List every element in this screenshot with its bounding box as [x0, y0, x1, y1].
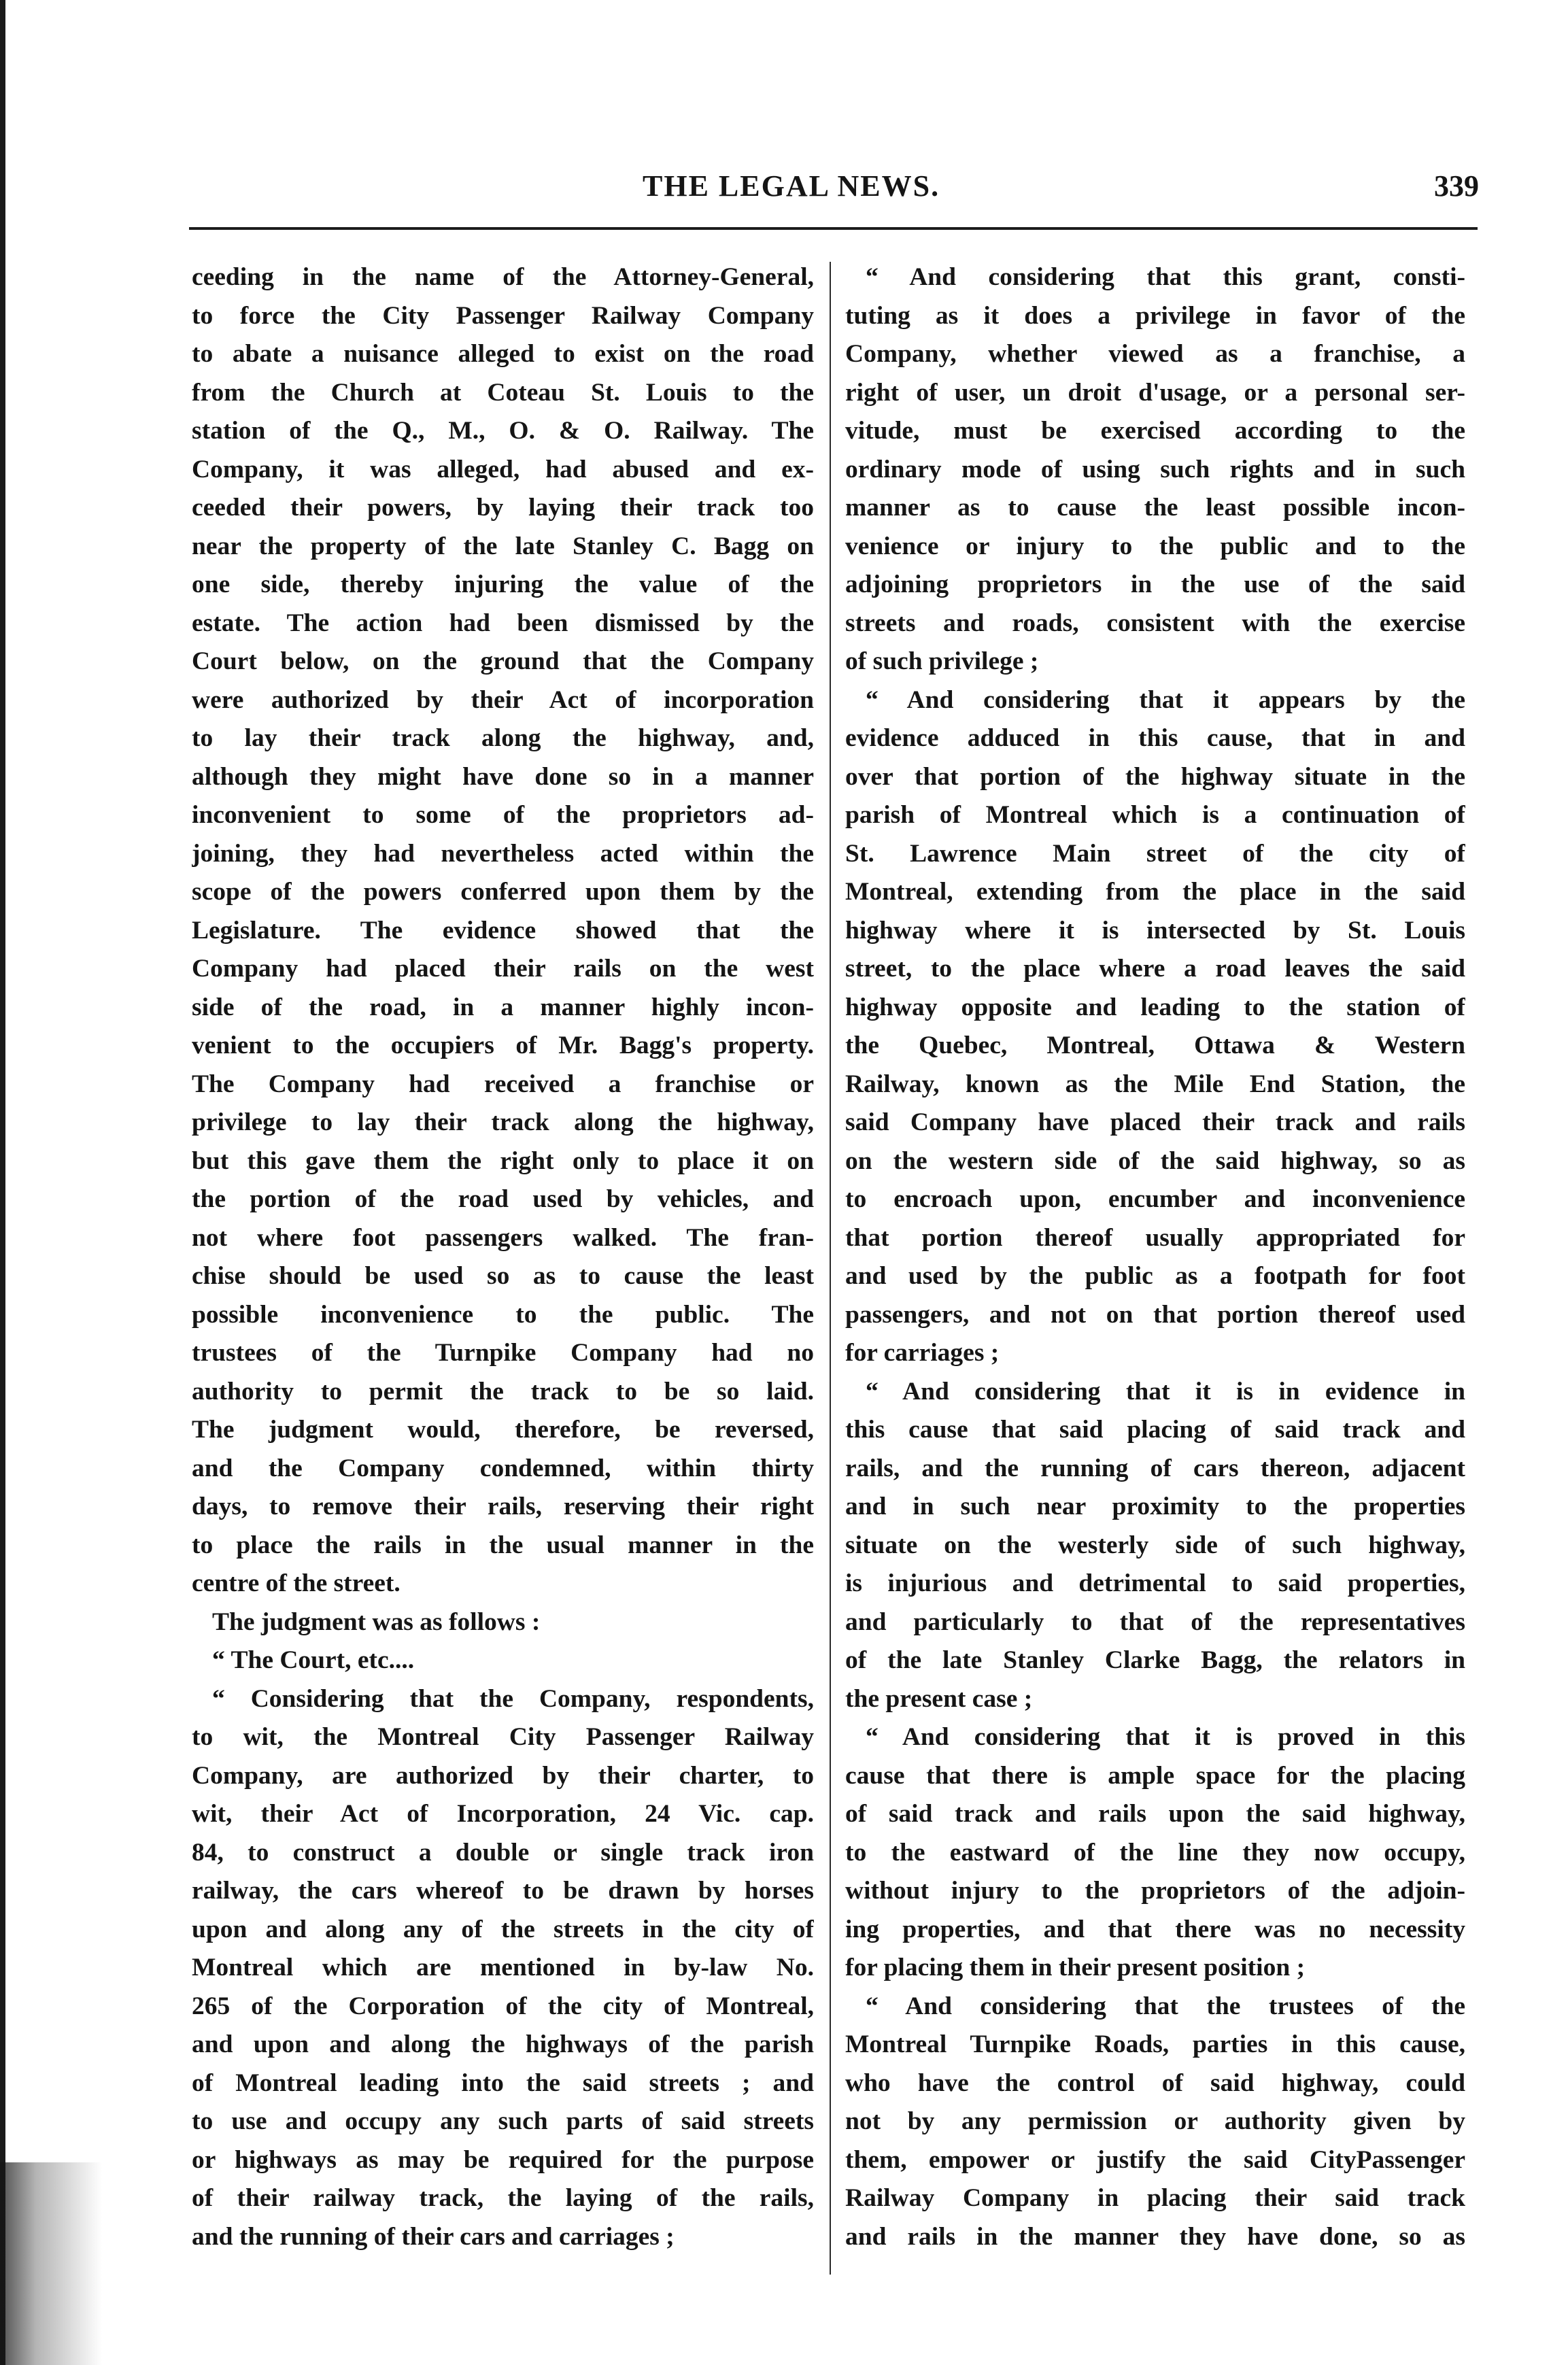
text-line: privilege to lay their track along the highway,: [192, 1108, 814, 1136]
text-line: to use and occupy any such parts of said streets: [192, 2107, 814, 2135]
text-line: 84, to construct a double or single track iron: [192, 1838, 814, 1867]
header-rule: [189, 227, 1478, 230]
text-line: the present case ;: [845, 1684, 1033, 1713]
text-line: not where foot passengers walked. The fran-: [192, 1223, 814, 1252]
text-line: but this gave them the right only to place it on: [192, 1146, 814, 1175]
text-line: right of user, un droit d'usage, or a personal ser-: [845, 378, 1465, 407]
text-line: that portion thereof usually appropriated for: [845, 1223, 1465, 1252]
text-line: adjoining proprietors in the use of the said: [845, 571, 1465, 598]
text-line: the Quebec, Montreal, Ottawa & Western: [845, 1032, 1465, 1059]
column-divider: [830, 262, 831, 2275]
text-line: Montreal Turnpike Roads, parties in this cause,: [845, 2030, 1465, 2058]
left-column: [192, 258, 814, 2256]
text-line: 265 of the Corporation of the city of Montreal,: [192, 1992, 814, 2020]
text-line: cause that there is ample space for the placing: [845, 1761, 1465, 1790]
text-line: of the late Stanley Clarke Bagg, the relators in: [845, 1646, 1465, 1674]
text-line: station of the Q., M., O. & O. Railway. The: [192, 417, 814, 445]
text-line: evidence adduced in this cause, that in and: [845, 724, 1465, 752]
text-line: not by any permission or authority given by: [845, 2107, 1465, 2135]
text-line: were authorized by their Act of incorporation: [192, 685, 814, 714]
text-line: days, to remove their rails, reserving their right: [192, 1493, 814, 1520]
text-line: of Montreal leading into the said streets ; and: [192, 2069, 814, 2097]
text-line: Company, it was alleged, had abused and ex-: [192, 455, 814, 483]
text-line: to place the rails in the usual manner in the: [192, 1531, 814, 1559]
text-line: the portion of the road used by vehicles, and: [192, 1185, 814, 1213]
text-line: for carriages ;: [845, 1339, 1000, 1367]
text-line: scope of the powers conferred upon them by the: [192, 878, 814, 906]
text-line: and the Company condemned, within thirty: [192, 1454, 814, 1482]
text-line: to lay their track along the highway, and,: [192, 724, 814, 752]
text-line: of their railway track, the laying of the rails,: [192, 2184, 814, 2212]
page-header: [187, 169, 1479, 216]
text-line: “ And considering that it is proved in this: [866, 1723, 1465, 1751]
text-line: estate. The action had been dismissed by the: [192, 609, 814, 637]
text-line: upon and along any of the streets in the city of: [192, 1915, 814, 1943]
text-line: ceeded their powers, by laying their track too: [192, 494, 814, 522]
text-line: trustees of the Turnpike Company had no: [192, 1339, 814, 1367]
page-binding-shadow: [0, 2162, 102, 2365]
text-line: and used by the public as a footpath for foot: [845, 1262, 1465, 1290]
text-line: although they might have done so in a manner: [192, 762, 814, 791]
text-line: them, empower or justify the said CityPassenger: [845, 2145, 1465, 2174]
right-column: [845, 258, 1465, 2256]
text-line: “ Considering that the Company, respondents,: [212, 1684, 814, 1713]
text-line: rails, and the running of cars thereon, adjacent: [845, 1454, 1465, 1482]
text-line: The judgment would, therefore, be reversed,: [192, 1416, 814, 1444]
text-line: The judgment was as follows :: [212, 1607, 541, 1636]
text-line: street, to the place where a road leaves the said: [845, 955, 1465, 983]
text-line: Company, are authorized by their charter, to: [192, 1761, 814, 1790]
text-line: “ And considering that it is in evidence in: [866, 1377, 1465, 1406]
text-line: this cause that said placing of said track and: [845, 1416, 1465, 1444]
text-line: and particularly to that of the representatives: [845, 1607, 1465, 1636]
text-line: Company, whether viewed as a franchise, a: [845, 340, 1465, 368]
text-line: possible inconvenience to the public. The: [192, 1300, 814, 1329]
text-line: or highways as may be required for the purpose: [192, 2145, 814, 2174]
text-line: is injurious and detrimental to said properties,: [845, 1569, 1465, 1597]
text-line: without injury to the proprietors of the adjoin-: [845, 1877, 1465, 1905]
text-line: Court below, on the ground that the Company: [192, 647, 814, 675]
text-line: “ The Court, etc....: [212, 1646, 415, 1674]
text-line: on the western side of the said highway, so as: [845, 1146, 1465, 1175]
text-line: wit, their Act of Incorporation, 24 Vic. cap.: [192, 1800, 814, 1828]
text-line: and in such near proximity to the properties: [845, 1493, 1465, 1520]
text-line: near the property of the late Stanley C. Bagg on: [192, 532, 814, 560]
text-line: Railway, known as the Mile End Station, the: [845, 1070, 1465, 1098]
text-line: “ And considering that this grant, consti-: [866, 263, 1465, 291]
page-number: 339: [1434, 169, 1479, 203]
text-line: who have the control of said highway, could: [845, 2069, 1465, 2097]
page-binding-edge: [0, 0, 5, 2365]
text-line: said Company have placed their track and rails: [845, 1108, 1465, 1136]
text-line: railway, the cars whereof to be drawn by horses: [192, 1877, 814, 1905]
running-title: THE LEGAL NEWS.: [643, 169, 940, 203]
text-line: Railway Company in placing their said track: [845, 2184, 1465, 2212]
text-line: centre of the street.: [192, 1569, 400, 1597]
text-line: venience or injury to the public and to the: [845, 532, 1465, 560]
text-line: parish of Montreal which is a continuation of: [845, 801, 1465, 829]
text-line: vitude, must be exercised according to the: [845, 417, 1465, 445]
text-line: and the running of their cars and carriages ;: [192, 2222, 675, 2251]
text-line: authority to permit the track to be so laid.: [192, 1377, 814, 1406]
text-line: Legislature. The evidence showed that the: [192, 916, 814, 945]
text-line: inconvenient to some of the proprietors ad-: [192, 801, 814, 829]
text-line: ceeding in the name of the Attorney-General,: [192, 263, 814, 291]
text-line: ing properties, and that there was no necessity: [845, 1915, 1465, 1943]
text-line: “ And considering that it appears by the: [866, 685, 1465, 714]
text-line: and upon and along the highways of the parish: [192, 2030, 814, 2058]
text-line: for placing them in their present position ;: [845, 1954, 1306, 1981]
text-line: and rails in the manner they have done, so as: [845, 2222, 1465, 2251]
text-line: ordinary mode of using such rights and in such: [845, 455, 1465, 483]
text-line: situate on the westerly side of such highway,: [845, 1531, 1465, 1559]
text-line: one side, thereby injuring the value of the: [192, 571, 814, 598]
text-line: highway where it is intersected by St. Louis: [845, 916, 1465, 945]
text-line: to the eastward of the line they now occupy,: [845, 1838, 1465, 1867]
text-line: to abate a nuisance alleged to exist on the road: [192, 340, 814, 368]
text-line: highway opposite and leading to the station of: [845, 993, 1465, 1021]
text-line: to wit, the Montreal City Passenger Railway: [192, 1723, 814, 1751]
text-line: streets and roads, consistent with the exercise: [845, 609, 1465, 637]
text-line: venient to the occupiers of Mr. Bagg's property.: [192, 1032, 814, 1059]
text-line: of said track and rails upon the said highway,: [845, 1800, 1465, 1828]
text-line: from the Church at Coteau St. Louis to the: [192, 378, 814, 407]
text-line: St. Lawrence Main street of the city of: [845, 839, 1465, 868]
text-line: Montreal, extending from the place in the said: [845, 878, 1465, 906]
text-line: chise should be used so as to cause the least: [192, 1262, 814, 1290]
text-line: side of the road, in a manner highly incon-: [192, 993, 814, 1021]
text-line: to force the City Passenger Railway Company: [192, 301, 814, 330]
text-line: The Company had received a franchise or: [192, 1070, 814, 1098]
text-line: Montreal which are mentioned in by-law No.: [192, 1954, 814, 1981]
text-line: to encroach upon, encumber and inconvenience: [845, 1185, 1465, 1213]
text-line: joining, they had nevertheless acted within the: [192, 839, 814, 868]
text-line: tuting as it does a privilege in favor of the: [845, 301, 1465, 330]
text-line: manner as to cause the least possible incon-: [845, 494, 1465, 522]
text-line: passengers, and not on that portion thereof used: [845, 1300, 1465, 1329]
text-line: “ And considering that the trustees of the: [866, 1992, 1465, 2020]
text-line: Company had placed their rails on the west: [192, 955, 814, 983]
text-line: of such privilege ;: [845, 647, 1039, 675]
text-line: over that portion of the highway situate in the: [845, 762, 1465, 791]
